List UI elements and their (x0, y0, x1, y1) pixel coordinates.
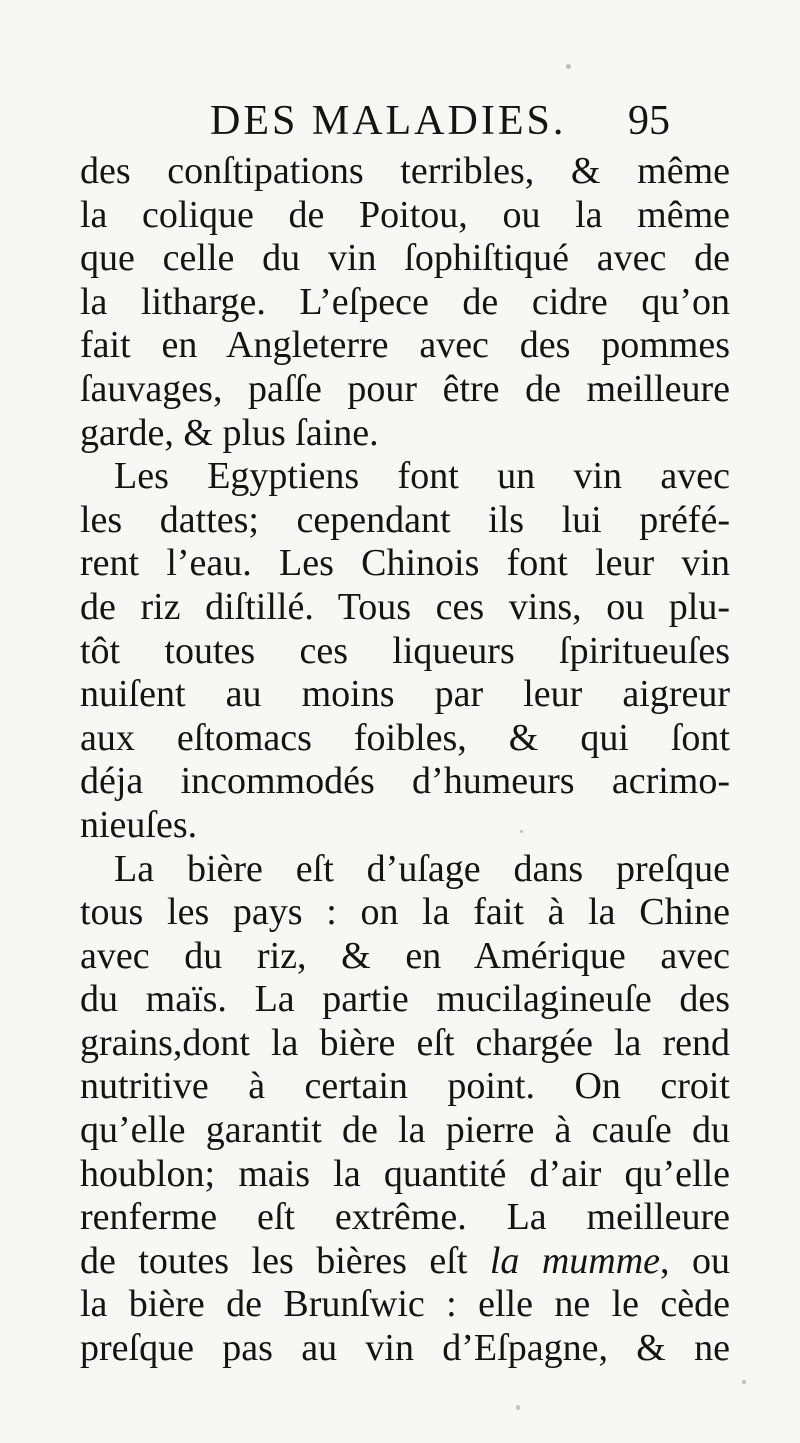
text-segment: de toutes les bières eſt (80, 1239, 490, 1282)
text-line: grains,dont la bière eſt chargée la rend (80, 1021, 730, 1064)
text-segment: , ou (660, 1239, 730, 1282)
text-line: fait en Angleterre avec des pommes (80, 324, 730, 367)
paragraph-1 (80, 150, 730, 455)
paragraph-3 (80, 848, 730, 1371)
text-line: tôt toutes ces liqueurs ſpiritueuſes (80, 629, 730, 672)
ink-speck (742, 1380, 746, 1384)
text-line: qu’elle garantit de la pierre à cauſe du (80, 1109, 730, 1152)
text-line: nieuſes. (80, 803, 198, 846)
text-line: ſauvages, paſſe pour être de meilleure (80, 367, 730, 410)
text-line: garde, & plus ſaine. (80, 411, 379, 454)
text-line: preſque pas au vin d’Eſpagne, & ne (80, 1327, 730, 1370)
text-line: de riz diſtillé. Tous ces vins, ou plu- (80, 585, 730, 628)
text-line: les dattes; cependant ils lui préfé- (80, 498, 730, 541)
text-line: nuiſent au moins par leur aigreur (80, 673, 730, 716)
text-line: la colique de Poitou, ou la même (80, 193, 730, 236)
text-line: que celle du vin ſophiſtiqué avec de (80, 237, 730, 280)
text-line: la litharge. L’eſpece de cidre qu’on (80, 280, 730, 323)
text-line: houblon; mais la quantité d’air qu’elle (80, 1152, 730, 1195)
paragraph-2 (80, 455, 730, 847)
body-text (80, 150, 730, 1371)
ink-speck (566, 64, 571, 69)
text-line-with-italic (80, 1240, 730, 1284)
running-head: DES MALADIES. (210, 98, 567, 144)
text-line: Les Egyptiens font un vin avec (114, 455, 730, 498)
text-line: rent l’eau. Les Chinois font leur vin (80, 542, 730, 585)
page-number: 95 (628, 98, 670, 144)
text-line: du maïs. La partie mucilagineuſe des (80, 978, 730, 1021)
text-line: La bière eſt d’uſage dans preſque (114, 847, 730, 890)
ink-speck (516, 1405, 520, 1410)
text-line: la bière de Brunſwic : elle ne le cède (80, 1283, 730, 1326)
text-line: déja incommodés d’humeurs acrimo- (80, 760, 730, 803)
text-line: avec du riz, & en Amérique avec (80, 934, 730, 977)
text-line: nutritive à certain point. On croit (80, 1065, 730, 1108)
text-line: aux eſtomacs foibles, & qui ſont (80, 716, 730, 759)
text-line: tous les pays : on la fait à la Chine (80, 891, 730, 934)
italic-term: la mumme (489, 1239, 661, 1282)
text-line: renferme eſt extrême. La meilleure (80, 1196, 730, 1239)
text-line: des conſtipations terribles, & même (80, 150, 730, 192)
